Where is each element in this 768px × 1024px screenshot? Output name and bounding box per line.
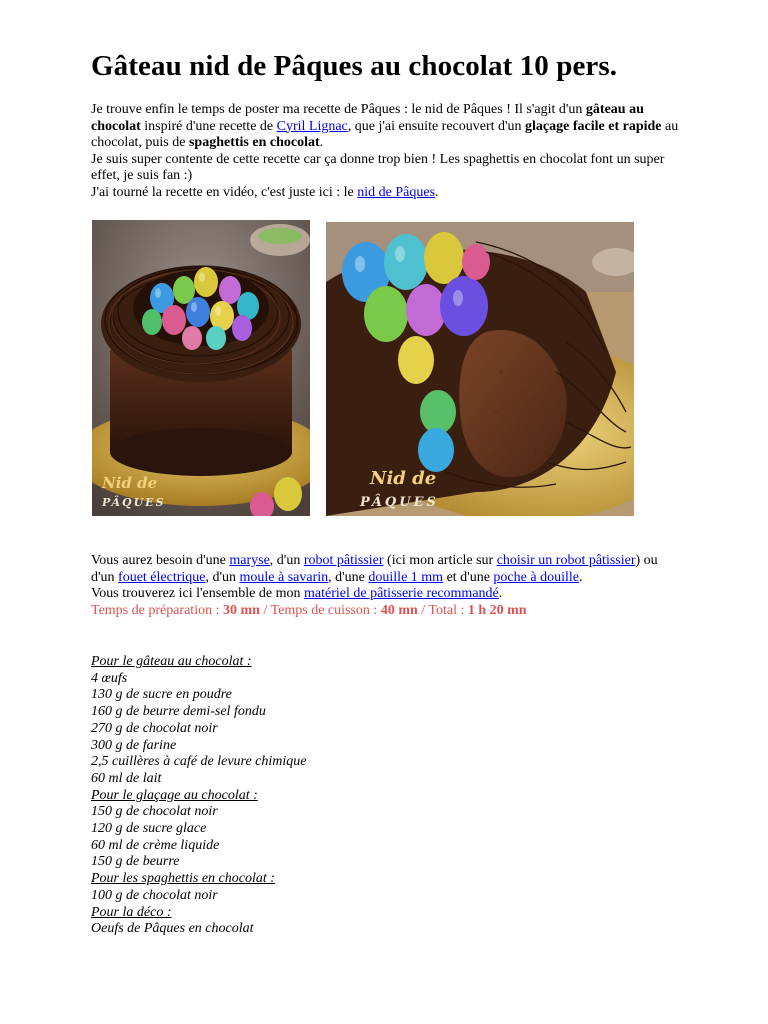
ingredient-item: 120 g de sucre glace xyxy=(91,821,207,837)
equipment-text-segment: ) ou d'un xyxy=(91,553,658,585)
intro-bold-gateau: gâteau au chocolat xyxy=(91,102,644,134)
intro-text-segment: inspiré d'une recette de xyxy=(140,118,277,134)
ingredient-item: 4 œufs xyxy=(91,670,128,686)
link-cyril-lignac[interactable]: Cyril Lignac xyxy=(276,118,348,134)
cake-photo-top-logo-line2: PÂQUES xyxy=(102,496,166,509)
link-poche-douille[interactable]: poche à douille xyxy=(493,569,579,585)
page-title: Gâteau nid de Pâques au chocolat 10 pers. xyxy=(91,50,618,82)
equipment-text-segment: Vous trouverez ici l'ensemble de mon xyxy=(91,586,304,602)
recipe-times xyxy=(91,603,681,620)
total-time-label: / Total : xyxy=(417,602,468,618)
ingredient-item: 60 ml de lait xyxy=(91,770,162,786)
equipment-text-segment: (ici mon article sur xyxy=(383,553,497,568)
intro-text-segment: , que j'ai ensuite recouvert d'un xyxy=(347,118,526,134)
ingredient-item: 300 g de farine xyxy=(91,737,177,753)
intro-text-segment: au chocolat, puis de xyxy=(91,118,679,151)
link-moule-savarin[interactable]: moule à savarin xyxy=(239,569,329,585)
ingredients-list xyxy=(91,654,491,938)
intro-text-segment: Je trouve enfin le temps de poster ma recette de Pâques : le nid de Pâques ! Il s'agit d'un xyxy=(91,102,586,117)
link-fouet-electrique[interactable]: fouet électrique xyxy=(118,569,206,585)
ingredients-heading-cake: Pour le gâteau au chocolat : xyxy=(91,654,252,669)
equipment-text-segment: . xyxy=(578,569,583,585)
ingredient-item: 270 g de chocolat noir xyxy=(91,720,218,736)
ingredient-item: 2,5 cuillères à café de levure chimique xyxy=(91,754,307,770)
link-robot-patissier[interactable]: robot pâtissier xyxy=(303,553,384,568)
cake-photo-top-illustration xyxy=(92,220,310,516)
link-maryse[interactable]: maryse xyxy=(229,553,270,568)
cake-photo-sliced-illustration xyxy=(326,222,634,516)
equipment-text-segment: Vous aurez besoin d'une xyxy=(91,553,230,568)
equipment-text-segment: et d'une xyxy=(443,569,494,585)
intro-text-segment: J'ai tourné la recette en vidéo, c'est juste ici : le xyxy=(91,184,358,200)
equipment-text-segment: , d'une xyxy=(328,569,369,585)
intro-paragraph-1 xyxy=(91,102,691,152)
intro-paragraph-2: Je suis super contente de cette recette car ça donne trop bien ! Les spaghettis en chocolat font un super effet, je suis fan :) xyxy=(91,151,665,184)
cake-photo-sliced-logo-line1: Nid de xyxy=(370,468,437,489)
ingredients-heading-spaghetti: Pour les spaghettis en chocolat : xyxy=(91,871,275,887)
link-nid-de-paques[interactable]: nid de Pâques xyxy=(357,184,436,200)
cake-photo-sliced-logo-line2: PÂQUES xyxy=(360,495,439,510)
cake-photo-sliced xyxy=(326,222,634,516)
intro-text-segment: . xyxy=(319,135,324,151)
link-materiel-patisserie[interactable]: matériel de pâtisserie recommandé xyxy=(304,586,499,602)
ingredient-item: 60 ml de crème liquide xyxy=(91,837,220,853)
cook-time-label: / Temps de cuisson : xyxy=(259,602,381,618)
equipment-paragraph-2 xyxy=(91,586,681,603)
total-time-value: 1 h 20 mn xyxy=(467,602,527,618)
intro-bold-glacage: glaçage facile et rapide xyxy=(525,118,662,134)
equipment-section xyxy=(91,553,681,619)
ingredient-item: 100 g de chocolat noir xyxy=(91,887,218,903)
prep-time-value: 30 mn xyxy=(222,602,260,618)
ingredients-heading-glaze: Pour le glaçage au chocolat : xyxy=(91,787,258,803)
ingredient-item: Oeufs de Pâques en chocolat xyxy=(91,921,254,937)
link-choisir-robot[interactable]: choisir un robot pâtissier xyxy=(496,553,636,568)
cake-photo-top-logo-line1: Nid de xyxy=(102,474,158,492)
equipment-text-segment: . xyxy=(498,586,503,602)
link-douille[interactable]: douille 1 mm xyxy=(368,569,444,585)
intro-paragraph-3 xyxy=(91,185,691,202)
intro-text-segment: . xyxy=(435,184,439,200)
equipment-paragraph xyxy=(91,553,681,586)
ingredient-item: 150 g de beurre xyxy=(91,854,180,870)
intro-bold-spaghettis: spaghettis en chocolat xyxy=(188,135,320,151)
ingredient-item: 130 g de sucre en poudre xyxy=(91,687,232,703)
ingredient-item: 150 g de chocolat noir xyxy=(91,804,218,820)
equipment-text-segment: , d'un xyxy=(269,553,304,568)
prep-time-label: Temps de préparation : xyxy=(91,602,223,618)
cook-time-value: 40 mn xyxy=(380,602,418,618)
equipment-text-segment: , d'un xyxy=(205,569,240,585)
cake-photo-top xyxy=(92,220,310,516)
ingredient-item: 160 g de beurre demi-sel fondu xyxy=(91,704,266,720)
ingredients-heading-deco: Pour la déco : xyxy=(91,904,172,920)
intro-text xyxy=(91,102,691,202)
